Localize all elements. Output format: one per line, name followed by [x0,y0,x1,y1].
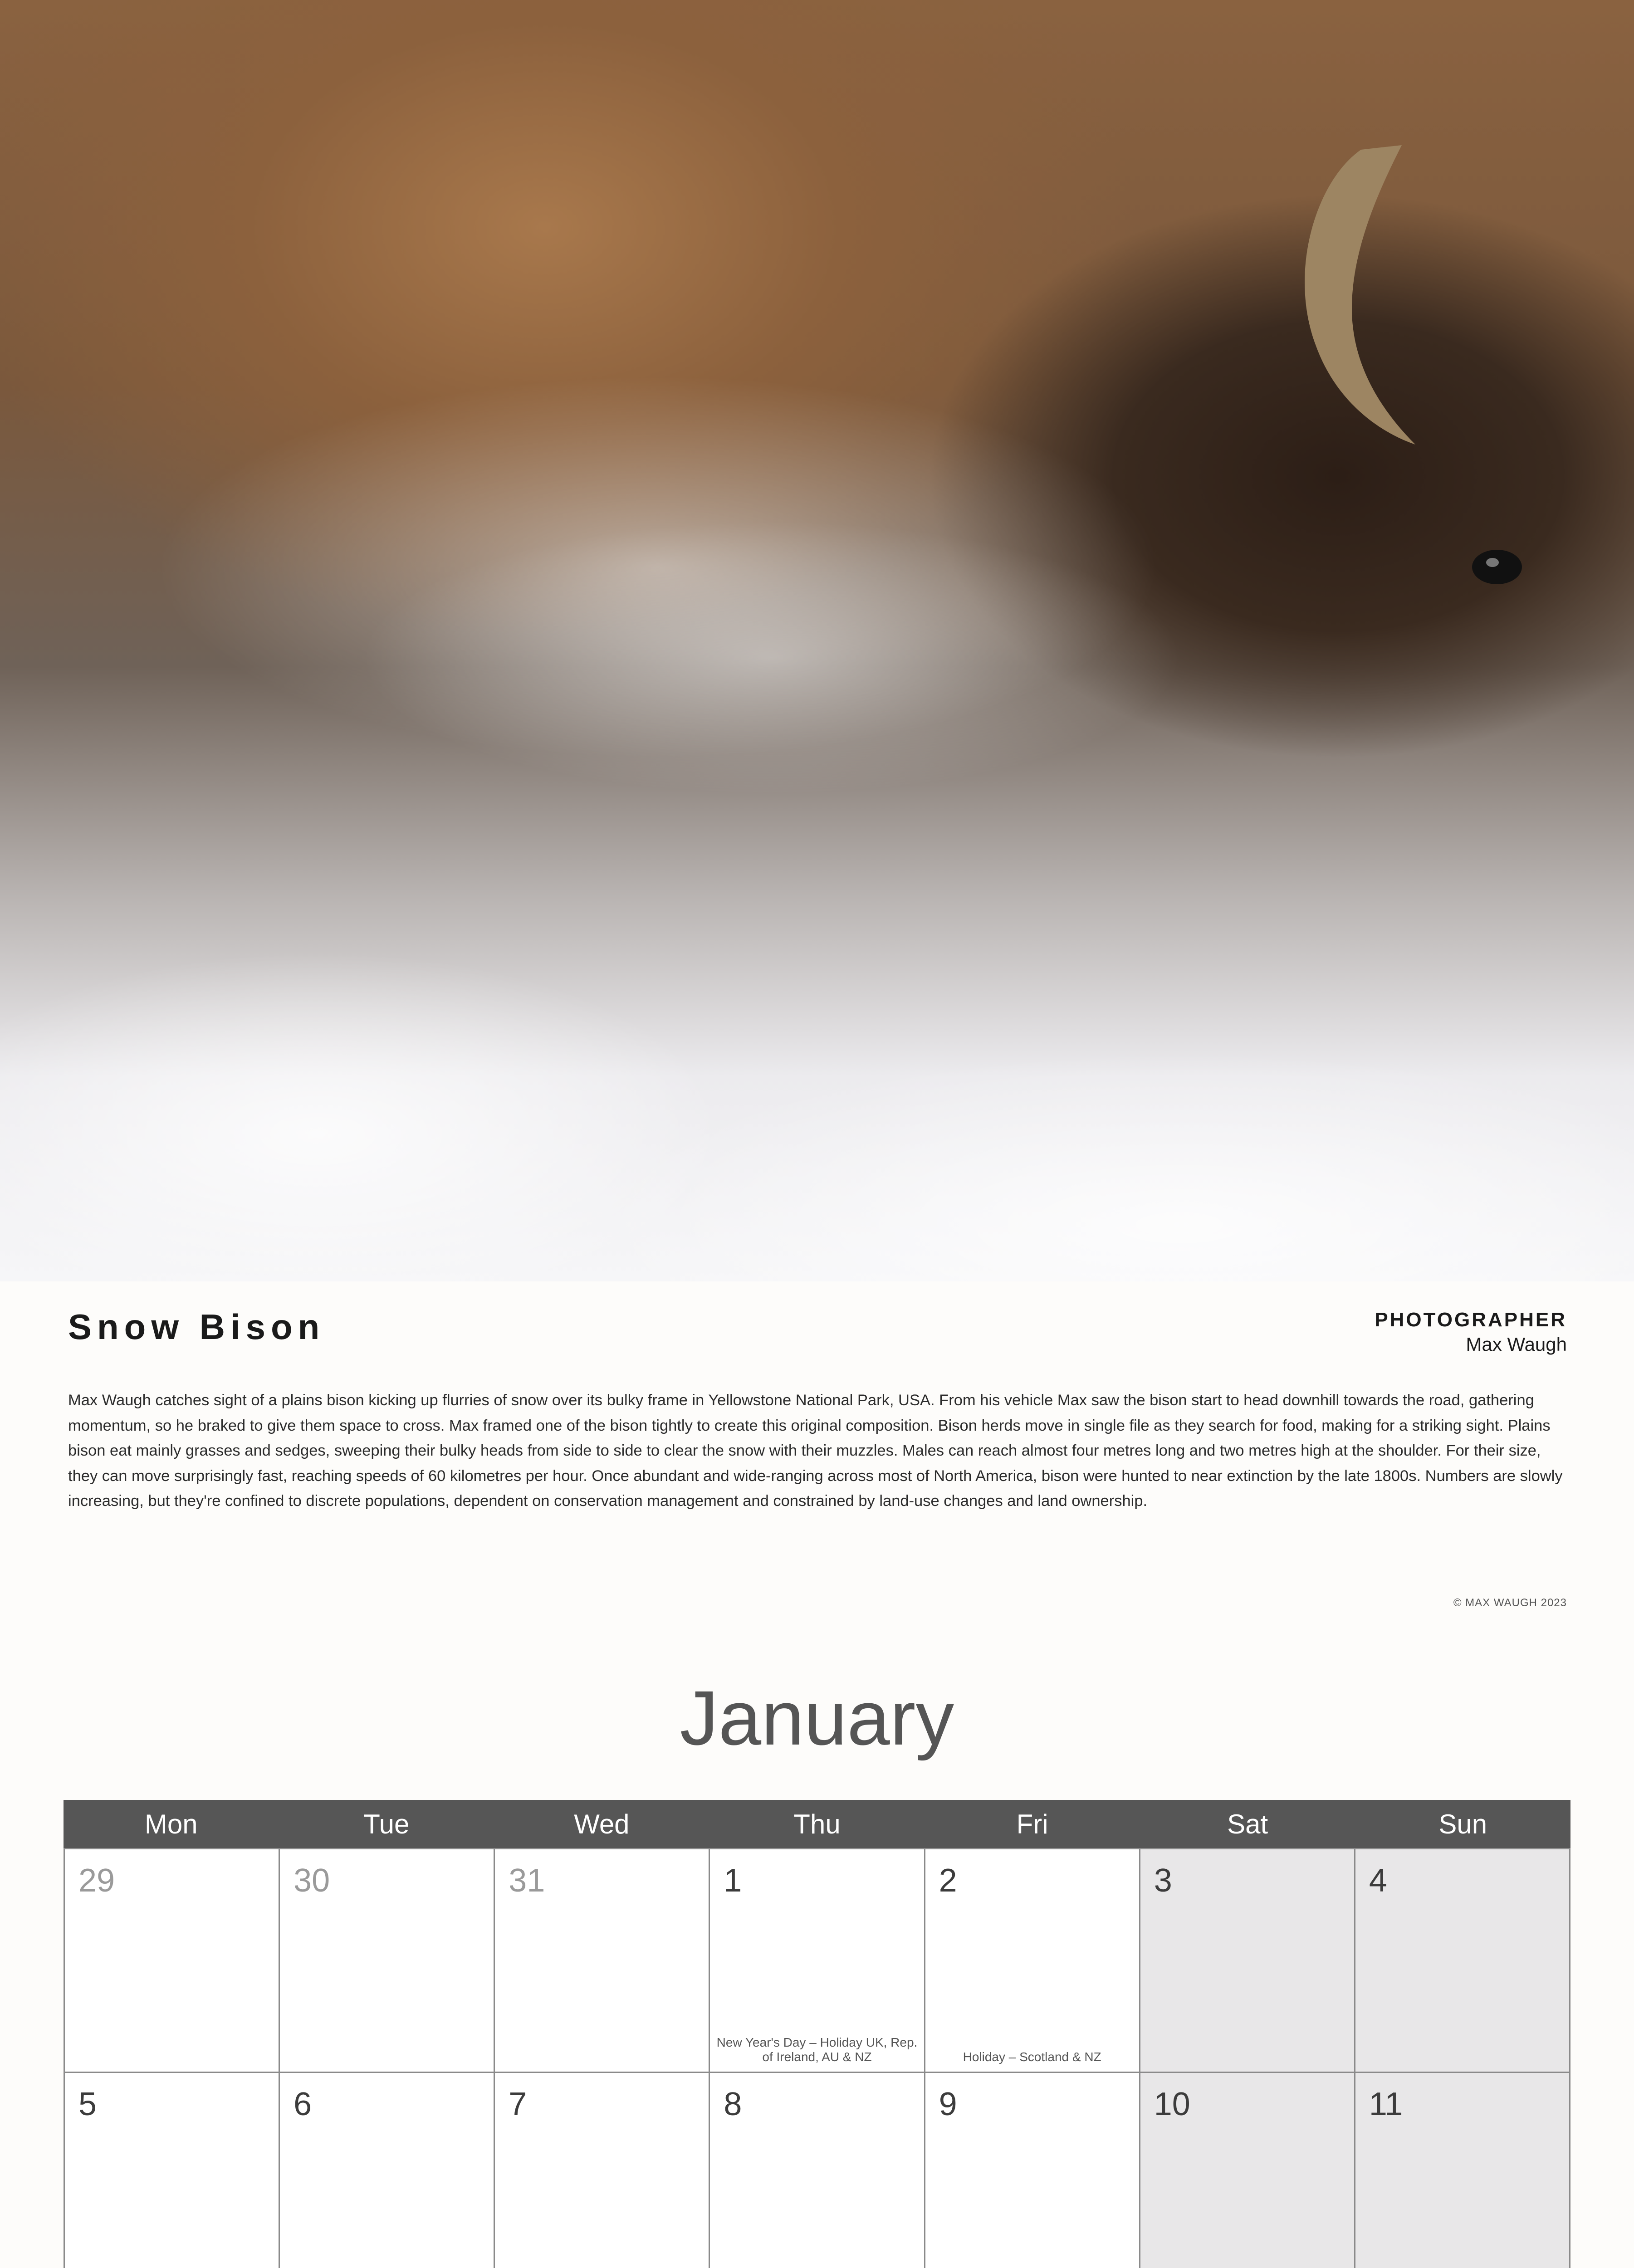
day-number: 30 [294,1862,330,1899]
horn-icon [1305,145,1415,445]
day-number: 3 [1154,1862,1172,1899]
day-cell [925,1849,1140,2073]
day-cell [495,2073,710,2268]
photographer-label: PHOTOGRAPHER [1375,1309,1567,1331]
day-number: 11 [1369,2086,1403,2122]
day-number: 9 [939,2086,957,2122]
day-number: 4 [1369,1862,1387,1899]
weekday-thu: Thu [793,1809,841,1839]
eye-icon [1472,550,1522,584]
day-cell [925,2073,1140,2268]
weekday-sun: Sun [1438,1809,1487,1839]
day-cell [1140,2073,1355,2268]
photo-title: Snow Bison [68,1307,325,1347]
day-number: 1 [724,1862,742,1899]
day-number: 10 [1154,2086,1190,2122]
holiday-note: Holiday – Scotland & NZ [963,2050,1101,2064]
weekday-sat: Sat [1227,1809,1268,1839]
day-number: 2 [939,1862,957,1899]
day-cell [280,2073,495,2268]
photo-description: Max Waugh catches sight of a plains bison kicking up flurries of snow over its bulky frame in Yellowstone National Park, USA. From his vehicle Max saw the bison start to head downhill towards the road, gathering momentum, so he braked to give them space to cross. Max framed one of the bison tightly to create this original composition. Bison herds move in single file as they search for food, making for a striking sight. Plains bison eat mainly grasses and sedges, sweeping their bulky heads from side to side to clear the snow with their muzzles. Males can reach almost four metres long and two metres high at the shoulder. For their size, they can move surprisingly fast, reaching speeds of 60 kilometres per hour. Once abundant and wide-ranging across most of North America, bison were hunted to near extinction by the late 1800s. Numbers are slowly increasing, but they're confined to discrete populations, dependent on conservation management and constrained by land-use changes and land ownership. [68,1392,1563,1510]
weekday-wed: Wed [574,1809,630,1839]
calendar-grid [64,1800,1570,2268]
day-cell [65,2073,280,2268]
weekday-fri: Fri [1016,1809,1048,1839]
month-days [64,1848,1570,2268]
day-cell [710,2073,925,2268]
weekday-header [64,1800,1570,1848]
holiday-note: New Year's Day – Holiday UK, Rep. of Ireland, AU & NZ [716,2035,918,2064]
day-cell [1140,1849,1355,2073]
day-cell [1355,1849,1570,2073]
day-number: 29 [78,1862,115,1899]
day-cell [280,1849,495,2073]
day-number: 6 [294,2086,312,2122]
day-cell [1355,2073,1570,2268]
day-number: 5 [78,2086,97,2122]
photographer-name: Max Waugh [1466,1334,1567,1355]
day-cell [65,1849,280,2073]
day-number: 31 [509,1862,545,1899]
weekday-mon: Mon [144,1809,198,1839]
day-number: 8 [724,2086,742,2122]
day-number: 7 [509,2086,527,2122]
copyright: © MAX WAUGH 2023 [1453,1597,1567,1609]
day-cell [710,1849,925,2073]
day-cell [495,1849,710,2073]
month-title: January [680,1675,954,1761]
weekday-tue: Tue [363,1809,410,1839]
